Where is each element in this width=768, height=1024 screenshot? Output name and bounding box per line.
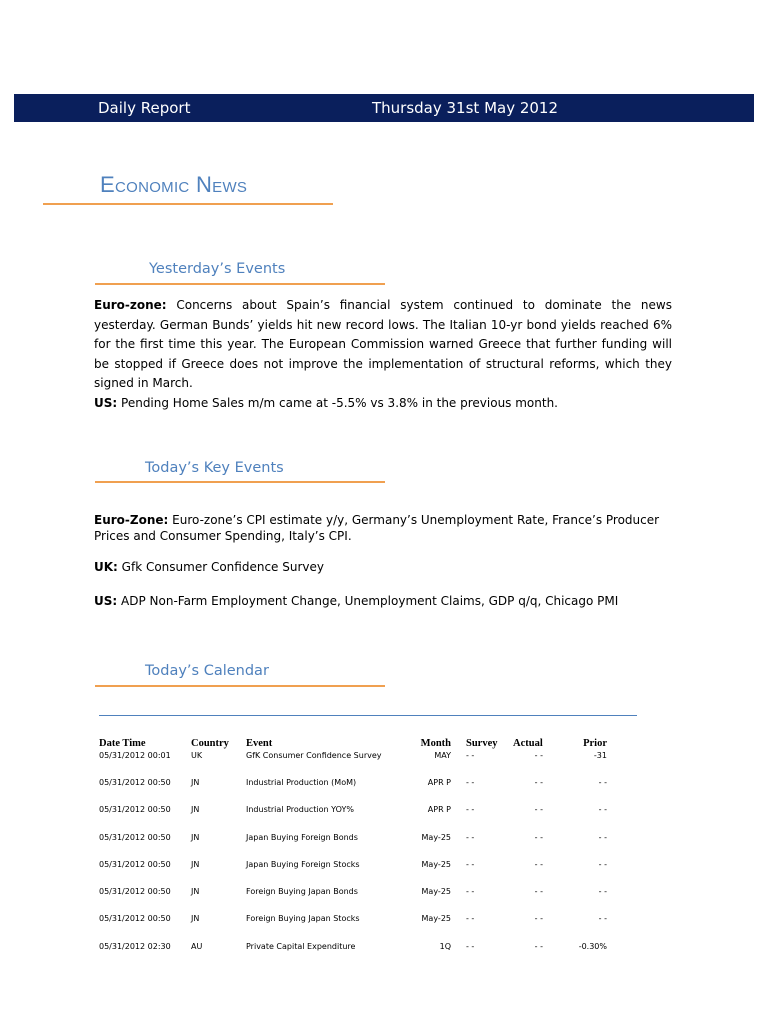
cell-prior: -0.30% (578, 942, 607, 951)
cell-prior: - - (598, 887, 607, 896)
section-divider-key-events (95, 481, 385, 483)
us-text: ADP Non-Farm Employment Change, Unemployment Claims, GDP q/q, Chicago PMI (121, 594, 619, 608)
calendar-rule (99, 715, 637, 716)
uk-label: UK: (94, 560, 118, 574)
cell-date: 05/31/2012 00:50 (99, 805, 171, 814)
cell-survey: - - (466, 751, 475, 760)
col-header-month: Month (420, 738, 451, 749)
section-divider-yesterday (95, 283, 385, 285)
cell-date: 05/31/2012 00:50 (99, 778, 171, 787)
cell-event: Private Capital Expenditure (246, 942, 356, 951)
cell-actual: - - (534, 942, 543, 951)
cell-actual: - - (534, 914, 543, 923)
cell-survey: - - (466, 887, 475, 896)
cell-event: Industrial Production YOY% (246, 805, 354, 814)
cell-survey: - - (466, 833, 475, 842)
eurozone-text: Concerns about Spain’s financial system continued to dominate the news yesterday. German Bunds’ yields hit new record lows. The Italian 10-yr bond yields reached 6% for the first time this year. The European Commission warned Greece that further funding will be stopped if Greece does not improve the implementation of structural reforms, which they signed in March. (94, 298, 672, 390)
today-eurozone-paragraph (94, 513, 672, 544)
col-header-event: Event (246, 738, 273, 749)
cell-prior: - - (598, 860, 607, 869)
cell-event: Japan Buying Foreign Bonds (246, 833, 358, 842)
cell-country: JN (191, 860, 200, 869)
cell-actual: - - (534, 805, 543, 814)
cell-actual: - - (534, 833, 543, 842)
yesterday-eurozone-paragraph (94, 296, 672, 394)
cell-country: JN (191, 914, 200, 923)
cell-actual: - - (534, 778, 543, 787)
cell-event: Japan Buying Foreign Stocks (246, 860, 360, 869)
cell-event: Foreign Buying Japan Bonds (246, 887, 358, 896)
today-us-line (94, 594, 618, 608)
cell-month: MAY (434, 751, 451, 760)
cell-month: APR P (427, 805, 451, 814)
cell-prior: - - (598, 778, 607, 787)
cell-survey: - - (466, 805, 475, 814)
cell-month: APR P (427, 778, 451, 787)
col-header-actual: Actual (513, 738, 543, 749)
cell-prior: - - (598, 805, 607, 814)
section-title-calendar: Today’s Calendar (145, 663, 269, 679)
cell-country: UK (191, 751, 203, 760)
cell-date: 05/31/2012 00:50 (99, 914, 171, 923)
us-text: Pending Home Sales m/m came at -5.5% vs 3.8% in the previous month. (121, 396, 558, 410)
report-type: Daily Report (98, 99, 191, 117)
report-header-bar (14, 94, 754, 122)
cell-month: 1Q (439, 942, 451, 951)
uk-text: Gfk Consumer Confidence Survey (121, 560, 324, 574)
cell-survey: - - (466, 778, 475, 787)
cell-date: 05/31/2012 00:50 (99, 887, 171, 896)
cell-month: May-25 (421, 887, 451, 896)
cell-date: 05/31/2012 00:50 (99, 833, 171, 842)
cell-actual: - - (534, 751, 543, 760)
cell-country: JN (191, 833, 200, 842)
cell-survey: - - (466, 860, 475, 869)
cell-actual: - - (534, 887, 543, 896)
yesterday-us-line (94, 396, 558, 410)
cell-month: May-25 (421, 914, 451, 923)
cell-event: GfK Consumer Confidence Survey (246, 751, 382, 760)
cell-month: May-25 (421, 833, 451, 842)
cell-country: JN (191, 887, 200, 896)
cell-actual: - - (534, 860, 543, 869)
page-title: Economic News (100, 172, 248, 197)
cell-date: 05/31/2012 00:01 (99, 751, 171, 760)
section-title-key-events: Today’s Key Events (145, 460, 284, 476)
cell-country: JN (191, 778, 200, 787)
title-divider (43, 203, 333, 205)
cell-date: 05/31/2012 00:50 (99, 860, 171, 869)
col-header-prior: Prior (583, 738, 607, 749)
cell-month: May-25 (421, 860, 451, 869)
cell-country: AU (191, 942, 203, 951)
cell-date: 05/31/2012 02:30 (99, 942, 171, 951)
cell-event: Industrial Production (MoM) (246, 778, 357, 787)
eurozone-label: Euro-Zone: (94, 513, 169, 527)
cell-survey: - - (466, 942, 475, 951)
eurozone-label: Euro-zone: (94, 298, 167, 312)
today-uk-line (94, 560, 324, 574)
us-label: US: (94, 396, 118, 410)
col-header-survey: Survey (466, 738, 498, 749)
cell-prior: - - (598, 833, 607, 842)
col-header-country: Country (191, 738, 229, 749)
col-header-date: Date Time (99, 738, 146, 749)
cell-event: Foreign Buying Japan Stocks (246, 914, 360, 923)
cell-survey: - - (466, 914, 475, 923)
section-divider-calendar (95, 685, 385, 687)
us-label: US: (94, 594, 118, 608)
cell-country: JN (191, 805, 200, 814)
cell-prior: - - (598, 914, 607, 923)
eurozone-text: Euro-zone’s CPI estimate y/y, Germany’s Unemployment Rate, France’s Producer Prices and Consumer Spending, Italy’s CPI. (94, 513, 660, 543)
cell-prior: -31 (593, 751, 607, 760)
section-title-yesterday: Yesterday’s Events (149, 261, 286, 277)
report-date: Thursday 31st May 2012 (372, 99, 559, 117)
